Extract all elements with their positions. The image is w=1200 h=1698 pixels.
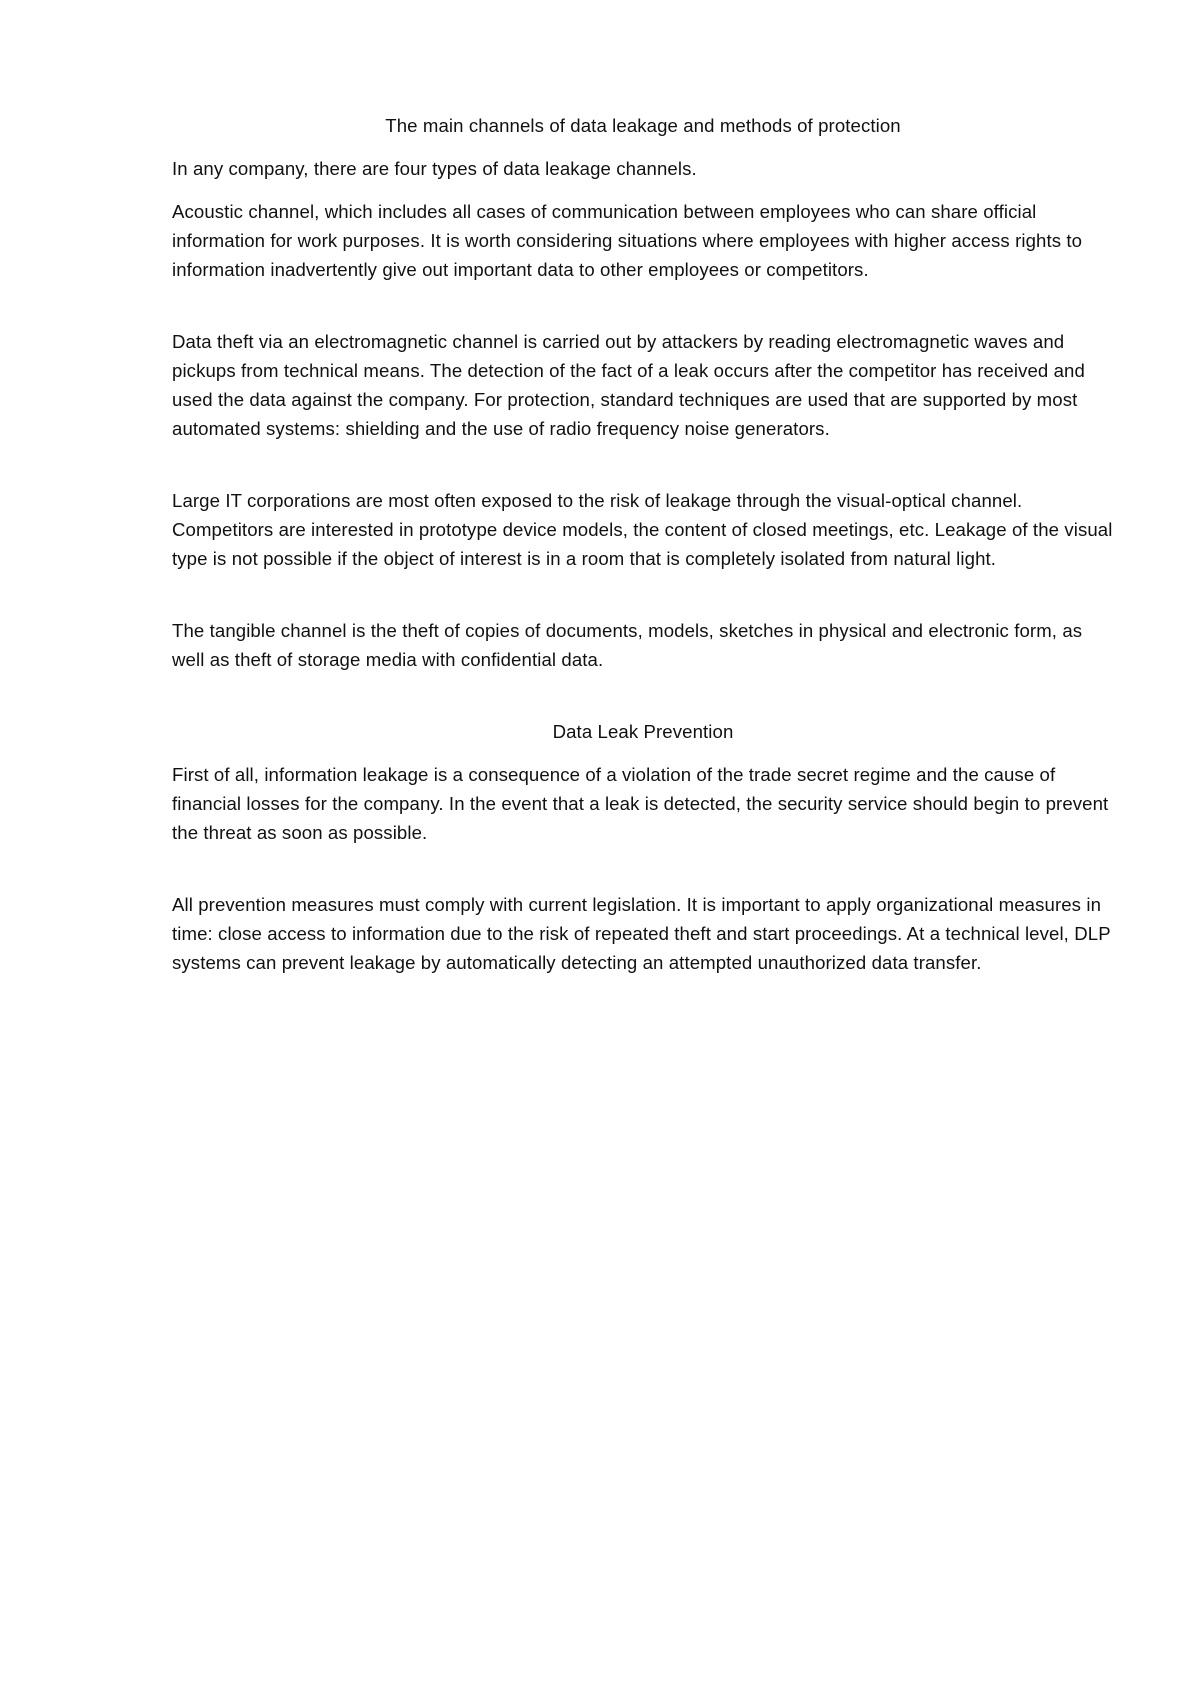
document-title: The main channels of data leakage and methods of protection — [385, 115, 901, 136]
document-body — [172, 111, 1114, 977]
paragraph-intro: In any company, there are four types of data leakage channels. — [172, 158, 697, 179]
section-heading-prevention: Data Leak Prevention — [552, 721, 734, 742]
paragraph-electromagnetic-channel: Data theft via an electromagnetic channel is carried out by attackers by reading electromagnetic waves and pickups from technical means. The detection of the fact of a leak occurs after the competitor has received and used the data against the company. For protection, standard techniques are used that are supported by most automated systems: shielding and the use of radio frequency noise generators. — [172, 331, 1085, 439]
paragraph-tangible-channel: The tangible channel is the theft of copies of documents, models, sketches in physical and electronic form, as well as theft of storage media with confidential data. — [172, 620, 1083, 670]
paragraph-prevention-2: All prevention measures must comply with current legislation. It is important to apply organizational measures in time: close access to information due to the risk of repeated theft and start proceedings. At a technical level, DLP systems can prevent leakage by automatically detecting an attempted unauthorized data transfer. — [172, 894, 1111, 973]
paragraph-acoustic-channel: Acoustic channel, which includes all cases of communication between employees who can share official information for work purposes. It is worth considering situations where employees with higher access rights to information inadvertently give out important data to other employees or competitors. — [172, 201, 1083, 280]
paragraph-prevention-1: First of all, information leakage is a consequence of a violation of the trade secret regime and the cause of financial losses for the company. In the event that a leak is detected, the security service should begin to prevent the threat as soon as possible. — [172, 764, 1109, 843]
paragraph-visual-optical-channel: Large IT corporations are most often exposed to the risk of leakage through the visual-optical channel. Competitors are interested in prototype device models, the content of closed meetings, etc. Leakage of the visual type is not possible if the object of interest is in a room that is completely isolated from natural light. — [172, 490, 1113, 569]
